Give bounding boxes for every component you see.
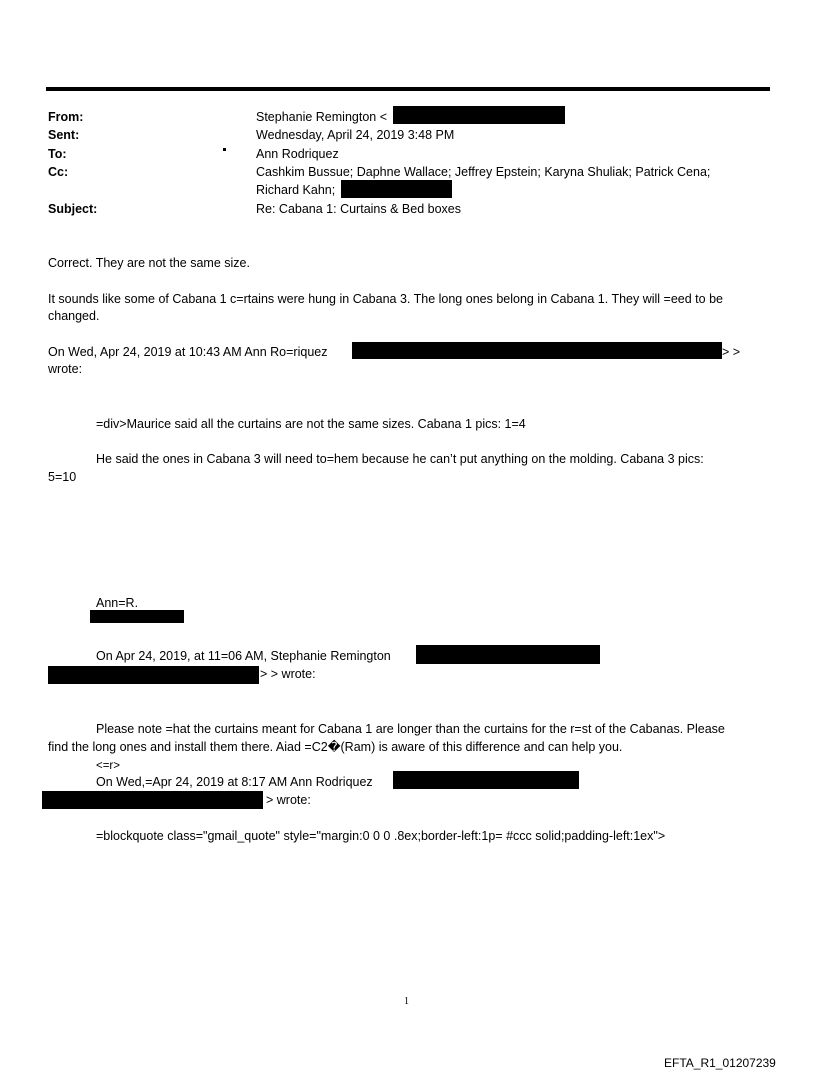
quote-4-line-2: > > wrote: xyxy=(260,667,316,681)
page-number: 1 xyxy=(404,996,409,1007)
quote-1-line-2: wrote: xyxy=(48,362,83,376)
quote-3-line-1: He said the ones in Cabana 3 will need to=hem because he can’t put anything on the molding. Cabana 3 pics: xyxy=(96,452,704,466)
sent-value: Wednesday, April 24, 2019 3:48 PM xyxy=(256,128,455,142)
sent-label: Sent: xyxy=(48,128,80,142)
quote-5-line-2: find the long ones and install them there. Aiad =C2�(Ram) is aware of this difference and can help you. xyxy=(48,740,623,754)
stray-mark xyxy=(223,148,226,151)
quote-6-line-1: On Wed,=Apr 24, 2019 at 8:17 AM Ann Rodriquez xyxy=(96,775,373,789)
quote-6-line-2: > wrote: xyxy=(266,793,311,807)
quote-5-line-1: Please note =hat the curtains meant for Cabana 1 are longer than the curtains for the r=st of the Cabanas. Please xyxy=(96,722,725,736)
to-label: To: xyxy=(48,147,67,161)
subject-value: Re: Cabana 1: Curtains & Bed boxes xyxy=(256,202,461,216)
document-id-footer: EFTA_R1_01207239 xyxy=(664,1056,776,1070)
redaction-from-email xyxy=(393,106,565,124)
quote-4-line-1: On Apr 24, 2019, at 11=06 AM, Stephanie Remington xyxy=(96,649,391,663)
quote-1-line-1-end: > > xyxy=(722,345,741,359)
body-paragraph-2-line-1: It sounds like some of Cabana 1 c=rtains were hung in Cabana 3. The long ones belong in Cabana 1. They will =eed to be xyxy=(48,292,723,306)
redaction-quote-4-a xyxy=(416,645,600,664)
body-paragraph-2-line-2: changed. xyxy=(48,309,100,323)
cc-line-1: Cashkim Bussue; Daphne Wallace; Jeffrey Epstein; Karyna Shuliak; Patrick Cena; xyxy=(256,165,711,179)
quote-5-line-3: <=r> xyxy=(96,760,120,772)
quote-1-line-1: On Wed, Apr 24, 2019 at 10:43 AM Ann Ro=riquez xyxy=(48,345,328,359)
redaction-quote-4-b xyxy=(48,666,259,684)
redaction-quote-6-a xyxy=(393,771,579,789)
to-value: Ann Rodriquez xyxy=(256,147,339,161)
redaction-cc xyxy=(341,180,452,198)
from-label: From: xyxy=(48,110,84,124)
quote-2: =div>Maurice said all the curtains are not the same sizes. Cabana 1 pics: 1=4 xyxy=(96,417,526,431)
redaction-signature-phone xyxy=(90,610,184,623)
cc-line-2: Richard Kahn; xyxy=(256,183,336,197)
redaction-quote-1 xyxy=(352,342,722,359)
quote-3-line-2: 5=10 xyxy=(48,470,77,484)
body-paragraph-1: Correct. They are not the same size. xyxy=(48,256,250,270)
header-rule xyxy=(46,87,770,91)
subject-label: Subject: xyxy=(48,202,98,216)
cc-label: Cc: xyxy=(48,165,69,179)
from-value: Stephanie Remington < xyxy=(256,110,387,124)
quote-7: =blockquote class="gmail_quote" style="margin:0 0 0 .8ex;border-left:1p= #ccc solid;padding-left:1ex"> xyxy=(96,829,666,843)
signature: Ann=R. xyxy=(96,596,139,610)
redaction-quote-6-b xyxy=(42,791,263,809)
